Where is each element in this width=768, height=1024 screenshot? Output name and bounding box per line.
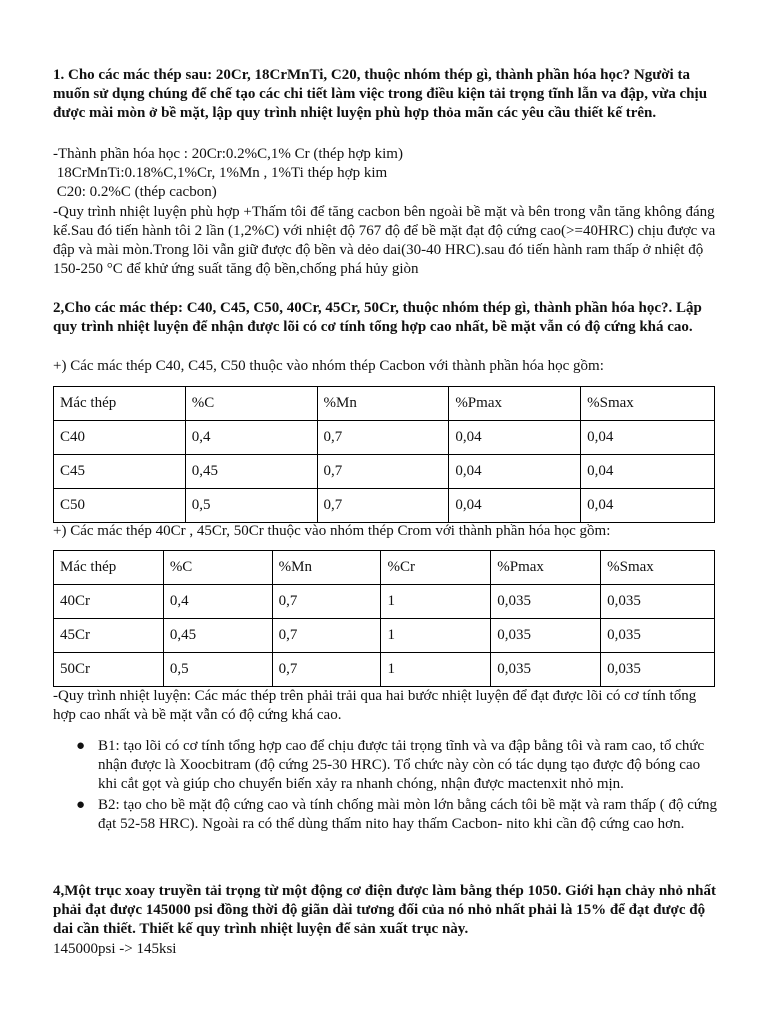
heat-treatment-intro: -Quy trình nhiệt luyện: Các mác thép trên phải trải qua hai bước nhiệt luyện để đạt được lõi có cơ tính tổng hợp cao nhất và bề mặt vẫn có độ cứng khá cao. [53,688,697,723]
table-cell: 0,035 [491,653,601,687]
table-cell: 0,7 [272,619,381,653]
table-cell: C50 [54,489,186,523]
chrome-steel-intro: +) Các mác thép 40Cr , 45Cr, 50Cr thuộc vào nhóm thép Crom với thành phần hóa học gồm: [53,523,611,539]
bullet-icon: ● [76,797,86,813]
table-row [54,619,715,653]
table-header-cell: %Smax [581,387,715,421]
table-cell: 0,7 [317,489,449,523]
question-2-heading: 2,Cho các mác thép: C40, C45, C50, 40Cr, 45Cr, 50Cr, thuộc nhóm thép gì, thành phần hóa học?. Lập quy trình nhiệt luyện để nhận được lõi có cơ tính tổng hợp cao nhất, bề mặt vẫn có độ cứng khá cao. [53,300,702,335]
table-cell: 0,45 [185,455,317,489]
composition-line-20cr: -Thành phần hóa học : 20Cr:0.2%C,1% Cr (thép hợp kim) [53,146,403,162]
table-cell: 0,035 [491,585,601,619]
table-cell: 40Cr [54,585,164,619]
table-cell: 0,035 [601,653,715,687]
composition-line-18crmnti: 18CrMnTi:0.18%C,1%Cr, 1%Mn , 1%Ti thép hợp kim [53,165,388,181]
chrome-steel-table [53,550,715,687]
table-header-cell: %Cr [381,551,491,585]
unit-conversion: 145000psi -> 145ksi [53,941,177,957]
table-cell: 0,04 [449,489,581,523]
composition-line-c20: C20: 0.2%C (thép cacbon) [53,184,217,200]
table-header-cell: %Pmax [449,387,581,421]
question-1-process: -Quy trình nhiệt luyện phù hợp +Thấm tôi để tăng cacbon bên ngoài bề mặt và bên trong vẫn tăng không đáng kể.Sau đó tiến hành tôi 2 lần (1,2%C) với nhiệt độ 767 độ để bề mặt đạt độ cứng cao(>=40HRC) chịu được va đập và mài mòn.Trong lõi vẫn giữ được độ bền và dẻo dai(30-40 HRC).sau đó tiến hành ram thấp ở nhiệt độ 150-250 °C để khử ứng suất tăng độ bền,chống phá hủy giòn [53,204,716,277]
table-cell: 0,7 [272,585,381,619]
table-cell: 0,04 [581,421,715,455]
question-4-heading: 4,Một trục xoay truyền tải trọng từ một động cơ điện được làm bằng thép 1050. Giới hạn chảy nhỏ nhất phải đạt được 145000 psi đồng thời độ giãn dài tương đối của nó nhỏ nhất phải là 15% để đạt được độ dai cần thiết. Thiết kế quy trình nhiệt luyện để sản xuất trục này. [53,883,716,937]
table-cell: C40 [54,421,186,455]
table-row [54,421,715,455]
step-b2 [53,796,721,834]
table-cell: 0,4 [185,421,317,455]
table-header-cell: Mác thép [54,387,186,421]
step-b1 [53,737,721,794]
table-header-cell: %Mn [272,551,381,585]
table-cell: 1 [381,619,491,653]
table-cell: 1 [381,585,491,619]
table-header-cell: %C [163,551,272,585]
table-cell: 0,035 [491,619,601,653]
table-cell: 0,7 [317,455,449,489]
table-cell: 0,7 [272,653,381,687]
step-text: B2: tạo cho bề mặt độ cứng cao và tính chống mài mòn lớn bằng cách tôi bề mặt và ram thấp ( độ cứng đạt 52-58 HRC). Ngoài ra có thể dùng thấm nito hay thấm Cacbon- nito khi cần độ cứng cao hơn. [98,797,718,832]
table-cell: 0,4 [163,585,272,619]
question-1-heading: 1. Cho các mác thép sau: 20Cr, 18CrMnTi, C20, thuộc nhóm thép gì, thành phần hóa học? Người ta muốn sử dụng chúng để chế tạo các chi tiết làm việc trong điều kiện tải trọng tĩnh lẫn va đập, vừa chịu được mài mòn ở bề mặt, lập quy trình nhiệt luyện phù hợp thỏa mãn các yêu cầu thiết kế trên. [53,67,708,121]
table-cell: 0,04 [449,421,581,455]
table-cell: 0,7 [317,421,449,455]
step-text: B1: tạo lõi có cơ tính tổng hợp cao để chịu được tải trọng tĩnh và va đập bằng tôi và ram cao, tổ chức nhận được là Xoocbitram (độ cứng 25-30 HRC). Tổ chức này còn có tác dụng tạo được độ bóng cao khi cắt gọt và giúp cho chuyển biến xảy ra nhanh chóng, nhận được mactenxit nhỏ mịn. [98,738,705,792]
table-header-row [54,551,715,585]
table-row [54,455,715,489]
table-cell: 0,04 [581,489,715,523]
table-cell: 0,5 [185,489,317,523]
table-cell: 45Cr [54,619,164,653]
table-cell: 0,04 [581,455,715,489]
bullet-icon: ● [76,738,86,754]
table-row [54,489,715,523]
table-cell: 0,45 [163,619,272,653]
table-cell: 0,035 [601,585,715,619]
table-header-row [54,387,715,421]
table-header-cell: %Mn [317,387,449,421]
table-cell: 1 [381,653,491,687]
carbon-steel-table [53,386,715,523]
table-cell: 0,04 [449,455,581,489]
heat-treatment-steps [53,737,721,836]
table-cell: C45 [54,455,186,489]
table-row [54,585,715,619]
table-cell: 50Cr [54,653,164,687]
carbon-steel-intro: +) Các mác thép C40, C45, C50 thuộc vào nhóm thép Cacbon với thành phần hóa học gồm: [53,358,604,374]
table-cell: 0,5 [163,653,272,687]
table-row [54,653,715,687]
table-header-cell: %C [185,387,317,421]
table-header-cell: %Pmax [491,551,601,585]
table-header-cell: %Smax [601,551,715,585]
table-cell: 0,035 [601,619,715,653]
table-header-cell: Mác thép [54,551,164,585]
